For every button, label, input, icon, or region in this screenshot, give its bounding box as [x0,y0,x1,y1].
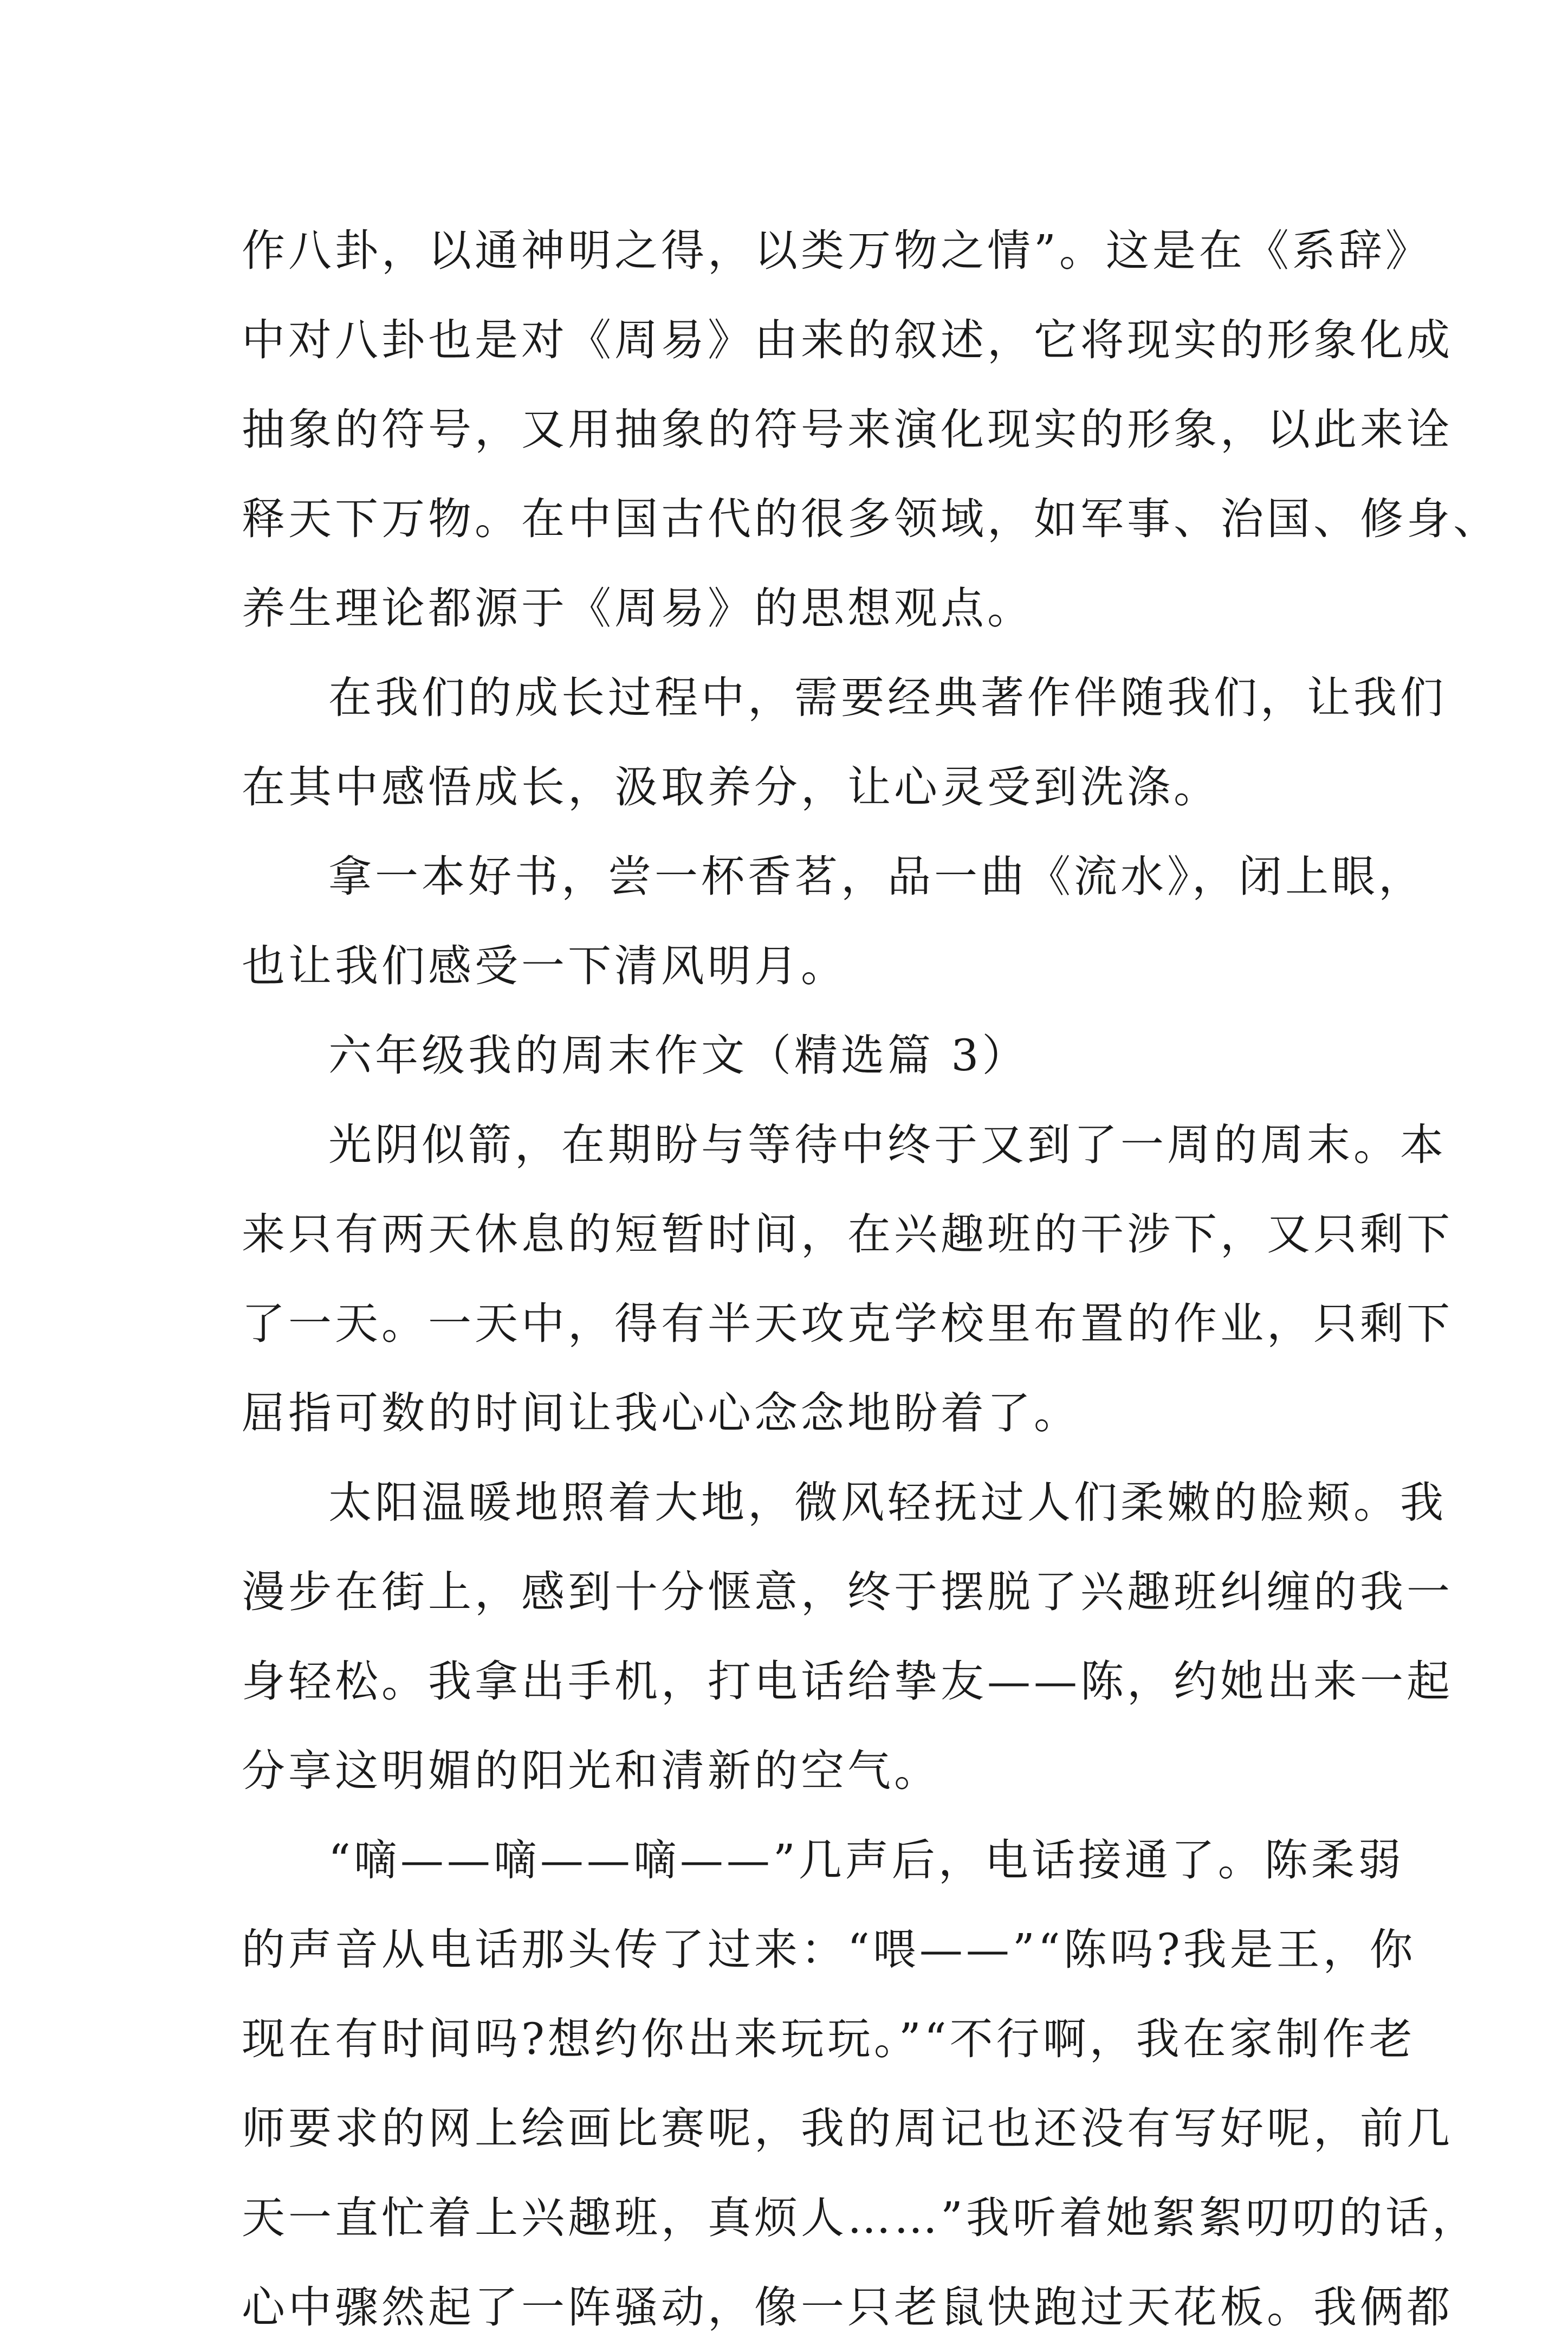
text-line: 现在有时间吗?想约你出来玩玩。”“不行啊，我在家制作老 [242,2014,1416,2064]
text-line: 在其中感悟成长，汲取养分，让心灵受到洗涤。 [242,762,1220,812]
text-line: 屈指可数的时间让我心心念念地盼着了。 [242,1388,1080,1438]
paragraph-start-line: 拿一本好书，尝一杯香茗，品一曲《流水》，闭上眼， [328,851,1425,902]
text-line: 天一直忙着上兴趣班，真烦人……”我听着她絮絮叨叨的话， [242,2193,1479,2243]
text-line: 也让我们感受一下清风明月。 [242,941,847,991]
document-body [242,206,1500,2352]
paragraph-start-line: 在我们的成长过程中，需要经典著作伴随我们，让我们 [328,673,1447,723]
text-line: 释天下万物。在中国古代的很多领域，如军事、治国、修身、 [242,494,1500,544]
paragraph-start-line: “嘀——嘀——嘀——”几声后，电话接通了。陈柔弱 [328,1835,1404,1885]
text-line: 抽象的符号，又用抽象的符号来演化现实的形象，以此来诠 [242,404,1453,455]
section-heading: 六年级我的周末作文（精选篇 3） [328,1030,1029,1081]
text-line: 漫步在街上，感到十分惬意，终于摆脱了兴趣班纠缠的我一 [242,1567,1453,1617]
text-line: 作八卦，以通神明之得，以类万物之情”。这是在《系辞》 [242,225,1432,276]
text-line: 养生理论都源于《周易》的思想观点。 [242,583,1034,634]
text-line: 来只有两天休息的短暂时间，在兴趣班的干涉下，又只剩下 [242,1209,1453,1259]
text-line: 师要求的网上绘画比赛呢，我的周记也还没有写好呢，前几 [242,2103,1453,2154]
text-line: 的声音从电话那头传了过来：“喂——”“陈吗?我是王，你 [242,1924,1416,1975]
text-line: 分享这明媚的阳光和清新的空气。 [242,1746,941,1796]
text-line: 身轻松。我拿出手机，打电话给挚友——陈，约她出来一起 [242,1656,1453,1707]
text-line: 中对八卦也是对《周易》由来的叙述，它将现实的形象化成 [242,315,1453,365]
paragraph-start-line: 太阳温暖地照着大地，微风轻抚过人们柔嫩的脸颊。我 [328,1477,1447,1528]
paragraph-start-line: 光阴似箭，在期盼与等待中终于又到了一周的周末。本 [328,1120,1447,1170]
text-line: 心中骤然起了一阵骚动，像一只老鼠快跑过天花板。我俩都 [242,2282,1453,2332]
text-line: 了一天。一天中，得有半天攻克学校里布置的作业，只剩下 [242,1298,1453,1349]
